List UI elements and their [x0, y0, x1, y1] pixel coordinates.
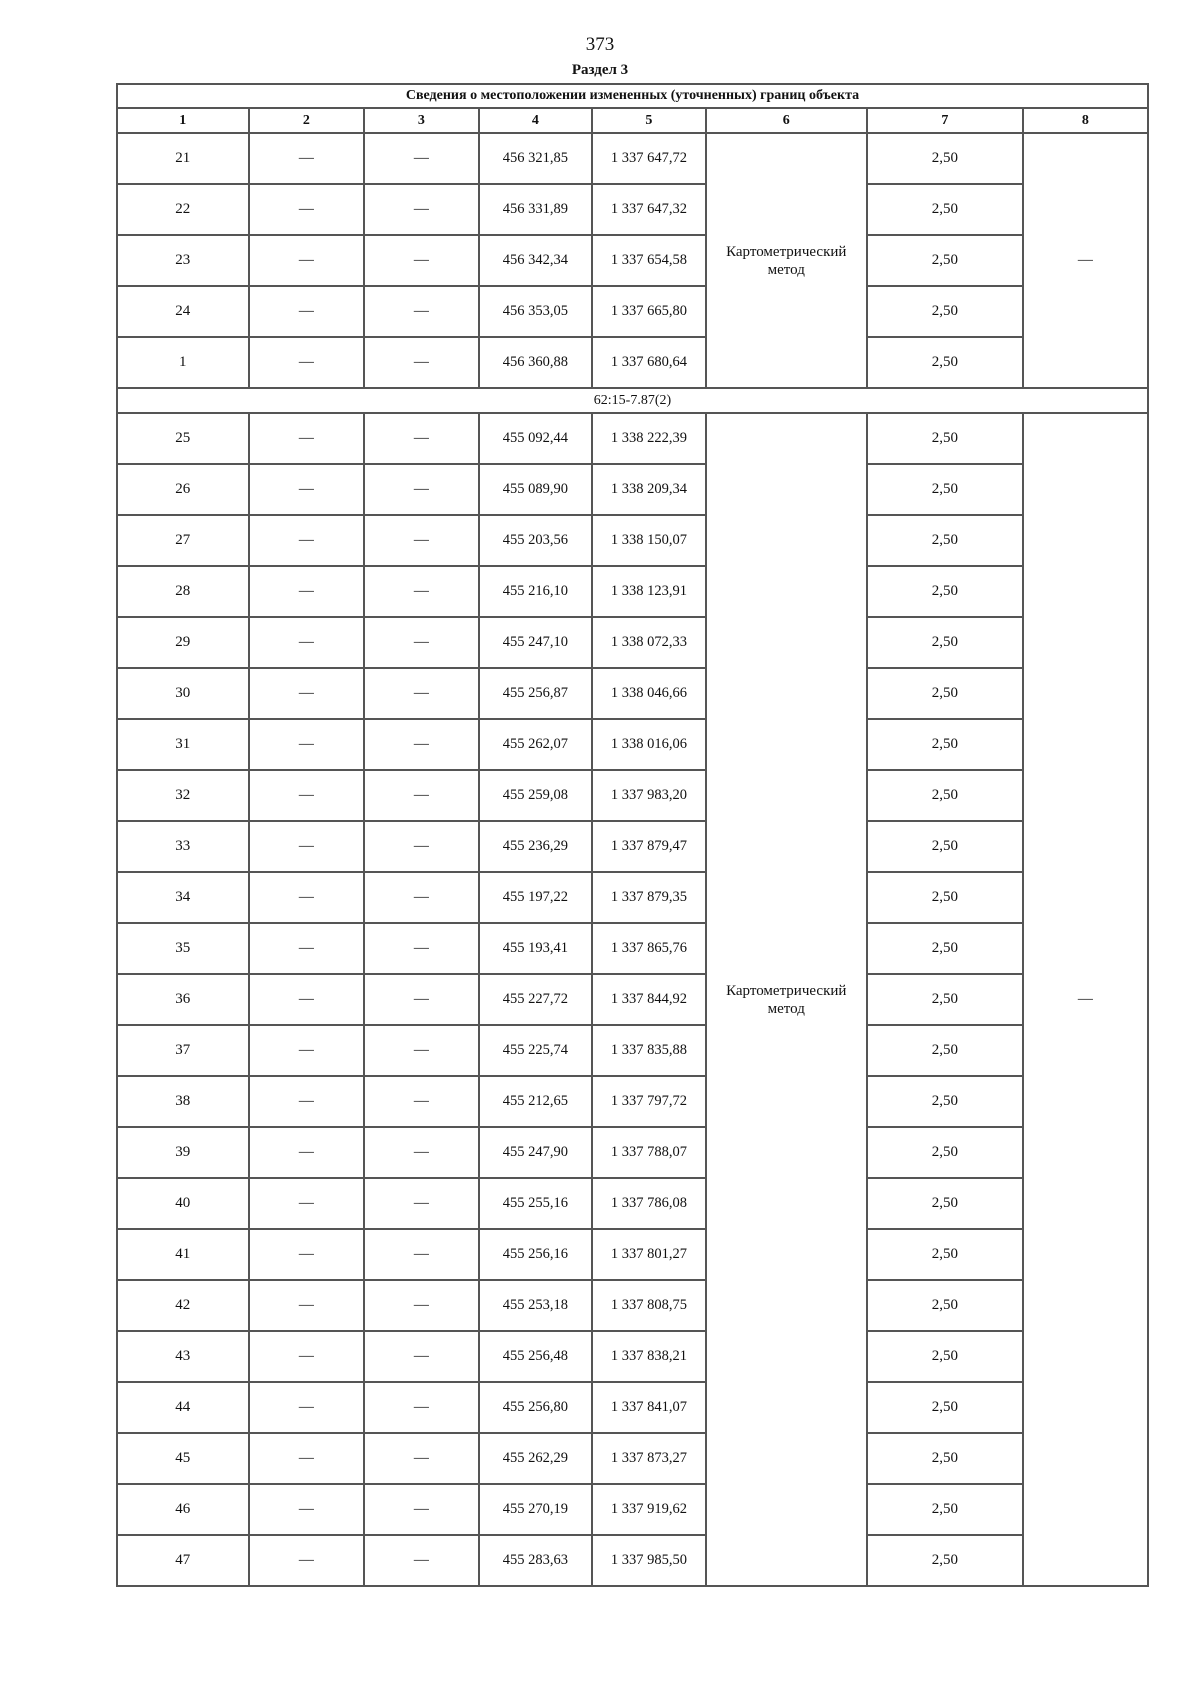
accuracy-cell: 2,50 — [867, 1484, 1023, 1535]
column-3-cell: — — [364, 872, 479, 923]
column-2-cell: — — [249, 515, 365, 566]
accuracy-cell: 2,50 — [867, 235, 1023, 286]
x-coordinate-cell: 455 193,41 — [479, 923, 592, 974]
column-number: 2 — [249, 108, 365, 133]
column-2-cell: — — [249, 1484, 365, 1535]
x-coordinate-cell: 455 283,63 — [479, 1535, 592, 1586]
x-coordinate-cell: 455 270,19 — [479, 1484, 592, 1535]
x-coordinate-cell: 455 203,56 — [479, 515, 592, 566]
x-coordinate-cell: 456 360,88 — [479, 337, 592, 388]
column-3-cell: — — [364, 923, 479, 974]
y-coordinate-cell: 1 337 879,47 — [592, 821, 705, 872]
x-coordinate-cell: 455 225,74 — [479, 1025, 592, 1076]
x-coordinate-cell: 455 092,44 — [479, 413, 592, 464]
table-row — [117, 1280, 1148, 1331]
table-row — [117, 872, 1148, 923]
point-number-cell: 33 — [117, 821, 249, 872]
table-row — [117, 1484, 1148, 1535]
y-coordinate-cell: 1 337 647,32 — [592, 184, 705, 235]
y-coordinate-cell: 1 337 879,35 — [592, 872, 705, 923]
column-8-cell: — — [1023, 413, 1148, 1586]
table-caption: Сведения о местоположении измененных (уточненных) границ объекта — [117, 84, 1148, 108]
point-number-cell: 22 — [117, 184, 249, 235]
column-3-cell: — — [364, 719, 479, 770]
accuracy-cell: 2,50 — [867, 923, 1023, 974]
column-number: 6 — [706, 108, 867, 133]
column-2-cell: — — [249, 1535, 365, 1586]
column-2-cell: — — [249, 1178, 365, 1229]
point-number-cell: 44 — [117, 1382, 249, 1433]
point-number-cell: 45 — [117, 1433, 249, 1484]
table-row — [117, 464, 1148, 515]
point-number-cell: 37 — [117, 1025, 249, 1076]
column-3-cell: — — [364, 1433, 479, 1484]
column-2-cell: — — [249, 1280, 365, 1331]
x-coordinate-cell: 455 259,08 — [479, 770, 592, 821]
accuracy-cell: 2,50 — [867, 872, 1023, 923]
x-coordinate-cell: 455 255,16 — [479, 1178, 592, 1229]
table-row — [117, 1025, 1148, 1076]
column-2-cell: — — [249, 1331, 365, 1382]
column-2-cell: — — [249, 235, 365, 286]
column-2-cell: — — [249, 719, 365, 770]
table-row — [117, 1076, 1148, 1127]
accuracy-cell: 2,50 — [867, 1535, 1023, 1586]
x-coordinate-cell: 455 262,29 — [479, 1433, 592, 1484]
accuracy-cell: 2,50 — [867, 1229, 1023, 1280]
table-row — [117, 770, 1148, 821]
y-coordinate-cell: 1 337 865,76 — [592, 923, 705, 974]
column-3-cell: — — [364, 286, 479, 337]
column-8-cell: — — [1023, 133, 1148, 388]
column-3-cell: — — [364, 1535, 479, 1586]
column-3-cell: — — [364, 974, 479, 1025]
accuracy-cell: 2,50 — [867, 1025, 1023, 1076]
column-3-cell: — — [364, 1382, 479, 1433]
column-3-cell: — — [364, 1229, 479, 1280]
accuracy-cell: 2,50 — [867, 1178, 1023, 1229]
y-coordinate-cell: 1 337 797,72 — [592, 1076, 705, 1127]
column-3-cell: — — [364, 770, 479, 821]
accuracy-cell: 2,50 — [867, 617, 1023, 668]
x-coordinate-cell: 455 256,80 — [479, 1382, 592, 1433]
x-coordinate-cell: 455 089,90 — [479, 464, 592, 515]
y-coordinate-cell: 1 337 983,20 — [592, 770, 705, 821]
x-coordinate-cell: 455 256,16 — [479, 1229, 592, 1280]
column-2-cell: — — [249, 1433, 365, 1484]
column-2-cell: — — [249, 770, 365, 821]
x-coordinate-cell: 456 342,34 — [479, 235, 592, 286]
accuracy-cell: 2,50 — [867, 337, 1023, 388]
point-number-cell: 32 — [117, 770, 249, 821]
table-row — [117, 1331, 1148, 1382]
table-row — [117, 1178, 1148, 1229]
point-number-cell: 36 — [117, 974, 249, 1025]
accuracy-cell: 2,50 — [867, 668, 1023, 719]
y-coordinate-cell: 1 337 788,07 — [592, 1127, 705, 1178]
column-3-cell: — — [364, 1076, 479, 1127]
column-number: 5 — [592, 108, 705, 133]
column-number: 4 — [479, 108, 592, 133]
column-2-cell: — — [249, 1127, 365, 1178]
column-3-cell: — — [364, 566, 479, 617]
column-2-cell: — — [249, 1229, 365, 1280]
y-coordinate-cell: 1 338 222,39 — [592, 413, 705, 464]
accuracy-cell: 2,50 — [867, 515, 1023, 566]
column-3-cell: — — [364, 1484, 479, 1535]
y-coordinate-cell: 1 337 647,72 — [592, 133, 705, 184]
column-number: 7 — [867, 108, 1023, 133]
y-coordinate-cell: 1 337 919,62 — [592, 1484, 705, 1535]
accuracy-cell: 2,50 — [867, 719, 1023, 770]
column-3-cell: — — [364, 1331, 479, 1382]
y-coordinate-cell: 1 338 150,07 — [592, 515, 705, 566]
x-coordinate-cell: 455 247,10 — [479, 617, 592, 668]
column-2-cell: — — [249, 872, 365, 923]
point-number-cell: 46 — [117, 1484, 249, 1535]
table-row — [117, 184, 1148, 235]
accuracy-cell: 2,50 — [867, 133, 1023, 184]
point-number-cell: 28 — [117, 566, 249, 617]
x-coordinate-cell: 455 227,72 — [479, 974, 592, 1025]
y-coordinate-cell: 1 338 209,34 — [592, 464, 705, 515]
method-cell: Картометрический метод — [706, 413, 867, 1586]
column-3-cell: — — [364, 235, 479, 286]
column-3-cell: — — [364, 413, 479, 464]
point-number-cell: 24 — [117, 286, 249, 337]
column-2-cell: — — [249, 184, 365, 235]
accuracy-cell: 2,50 — [867, 1331, 1023, 1382]
point-number-cell: 30 — [117, 668, 249, 719]
y-coordinate-cell: 1 338 046,66 — [592, 668, 705, 719]
point-number-cell: 47 — [117, 1535, 249, 1586]
point-number-cell: 40 — [117, 1178, 249, 1229]
method-cell: Картометрический метод — [706, 133, 867, 388]
accuracy-cell: 2,50 — [867, 413, 1023, 464]
column-3-cell: — — [364, 133, 479, 184]
table-row — [117, 133, 1148, 184]
y-coordinate-cell: 1 337 838,21 — [592, 1331, 705, 1382]
accuracy-cell: 2,50 — [867, 770, 1023, 821]
column-2-cell: — — [249, 1025, 365, 1076]
point-number-cell: 23 — [117, 235, 249, 286]
accuracy-cell: 2,50 — [867, 821, 1023, 872]
table-row — [117, 1535, 1148, 1586]
column-2-cell: — — [249, 133, 365, 184]
column-2-cell: — — [249, 337, 365, 388]
accuracy-cell: 2,50 — [867, 1382, 1023, 1433]
y-coordinate-cell: 1 338 072,33 — [592, 617, 705, 668]
accuracy-cell: 2,50 — [867, 1433, 1023, 1484]
point-number-cell: 29 — [117, 617, 249, 668]
x-coordinate-cell: 455 256,87 — [479, 668, 592, 719]
y-coordinate-cell: 1 337 844,92 — [592, 974, 705, 1025]
y-coordinate-cell: 1 337 873,27 — [592, 1433, 705, 1484]
accuracy-cell: 2,50 — [867, 464, 1023, 515]
point-number-cell: 31 — [117, 719, 249, 770]
column-3-cell: — — [364, 515, 479, 566]
y-coordinate-cell: 1 337 665,80 — [592, 286, 705, 337]
point-number-cell: 38 — [117, 1076, 249, 1127]
x-coordinate-cell: 456 331,89 — [479, 184, 592, 235]
accuracy-cell: 2,50 — [867, 1280, 1023, 1331]
column-number: 8 — [1023, 108, 1148, 133]
section-title: Раздел 3 — [571, 62, 629, 78]
accuracy-cell: 2,50 — [867, 1127, 1023, 1178]
point-number-cell: 34 — [117, 872, 249, 923]
table-row — [117, 923, 1148, 974]
column-number-row — [117, 108, 1148, 133]
table-row — [117, 235, 1148, 286]
point-number-cell: 41 — [117, 1229, 249, 1280]
accuracy-cell: 2,50 — [867, 1076, 1023, 1127]
table-row — [117, 566, 1148, 617]
column-3-cell: — — [364, 337, 479, 388]
subsection-row — [117, 388, 1148, 413]
x-coordinate-cell: 455 247,90 — [479, 1127, 592, 1178]
y-coordinate-cell: 1 337 835,88 — [592, 1025, 705, 1076]
column-3-cell: — — [364, 617, 479, 668]
column-3-cell: — — [364, 184, 479, 235]
y-coordinate-cell: 1 337 801,27 — [592, 1229, 705, 1280]
column-2-cell: — — [249, 464, 365, 515]
column-3-cell: — — [364, 668, 479, 719]
subsection-label: 62:15-7.87(2) — [117, 388, 1148, 413]
column-2-cell: — — [249, 413, 365, 464]
column-2-cell: — — [249, 923, 365, 974]
y-coordinate-cell: 1 338 016,06 — [592, 719, 705, 770]
column-2-cell: — — [249, 821, 365, 872]
page-number: 373 — [585, 34, 615, 55]
column-3-cell: — — [364, 464, 479, 515]
column-2-cell: — — [249, 974, 365, 1025]
accuracy-cell: 2,50 — [867, 566, 1023, 617]
x-coordinate-cell: 455 262,07 — [479, 719, 592, 770]
y-coordinate-cell: 1 337 808,75 — [592, 1280, 705, 1331]
x-coordinate-cell: 455 197,22 — [479, 872, 592, 923]
y-coordinate-cell: 1 337 654,58 — [592, 235, 705, 286]
point-number-cell: 26 — [117, 464, 249, 515]
point-number-cell: 39 — [117, 1127, 249, 1178]
x-coordinate-cell: 455 212,65 — [479, 1076, 592, 1127]
y-coordinate-cell: 1 337 985,50 — [592, 1535, 705, 1586]
point-number-cell: 42 — [117, 1280, 249, 1331]
table-row — [117, 1433, 1148, 1484]
table-row — [117, 617, 1148, 668]
column-2-cell: — — [249, 1382, 365, 1433]
column-3-cell: — — [364, 1127, 479, 1178]
table-row — [117, 337, 1148, 388]
table-row — [117, 1229, 1148, 1280]
table-row — [117, 719, 1148, 770]
accuracy-cell: 2,50 — [867, 974, 1023, 1025]
point-number-cell: 27 — [117, 515, 249, 566]
x-coordinate-cell: 455 253,18 — [479, 1280, 592, 1331]
column-3-cell: — — [364, 1280, 479, 1331]
accuracy-cell: 2,50 — [867, 286, 1023, 337]
column-3-cell: — — [364, 1025, 479, 1076]
column-3-cell: — — [364, 1178, 479, 1229]
point-number-cell: 43 — [117, 1331, 249, 1382]
table-row — [117, 1382, 1148, 1433]
column-3-cell: — — [364, 821, 479, 872]
y-coordinate-cell: 1 337 680,64 — [592, 337, 705, 388]
table-row — [117, 668, 1148, 719]
column-number: 3 — [364, 108, 479, 133]
y-coordinate-cell: 1 338 123,91 — [592, 566, 705, 617]
y-coordinate-cell: 1 337 786,08 — [592, 1178, 705, 1229]
table-row — [117, 1127, 1148, 1178]
column-2-cell: — — [249, 566, 365, 617]
point-number-cell: 25 — [117, 413, 249, 464]
x-coordinate-cell: 456 353,05 — [479, 286, 592, 337]
coordinates-table — [116, 83, 1149, 1587]
point-number-cell: 21 — [117, 133, 249, 184]
point-number-cell: 1 — [117, 337, 249, 388]
column-2-cell: — — [249, 668, 365, 719]
point-number-cell: 35 — [117, 923, 249, 974]
y-coordinate-cell: 1 337 841,07 — [592, 1382, 705, 1433]
table-row — [117, 515, 1148, 566]
column-2-cell: — — [249, 286, 365, 337]
column-2-cell: — — [249, 617, 365, 668]
x-coordinate-cell: 456 321,85 — [479, 133, 592, 184]
column-number: 1 — [117, 108, 249, 133]
x-coordinate-cell: 455 256,48 — [479, 1331, 592, 1382]
table-row — [117, 286, 1148, 337]
table-row — [117, 413, 1148, 464]
x-coordinate-cell: 455 216,10 — [479, 566, 592, 617]
column-2-cell: — — [249, 1076, 365, 1127]
table-row — [117, 974, 1148, 1025]
accuracy-cell: 2,50 — [867, 184, 1023, 235]
x-coordinate-cell: 455 236,29 — [479, 821, 592, 872]
table-row — [117, 821, 1148, 872]
